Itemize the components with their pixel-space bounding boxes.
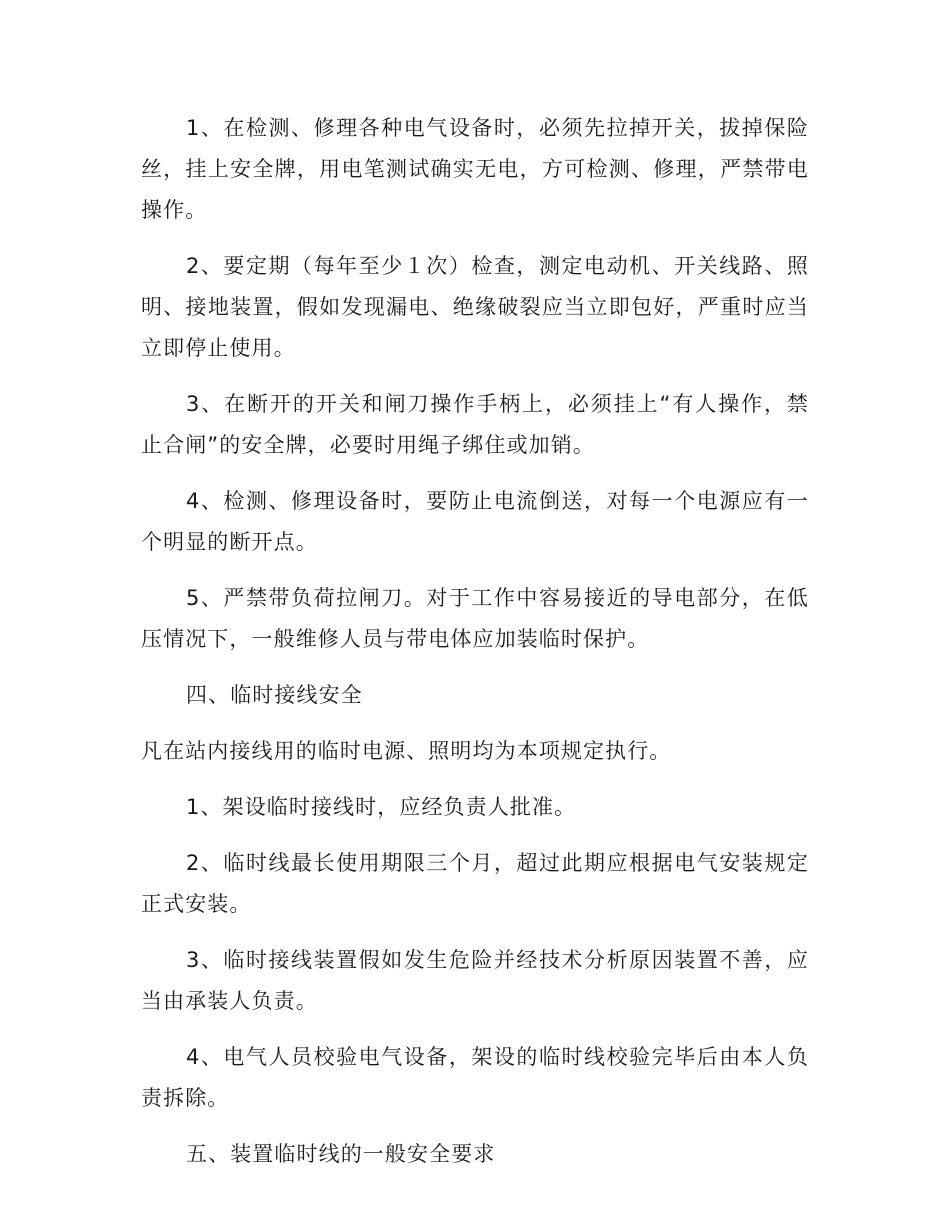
section-intro-paragraph: 凡在站内接线用的临时电源、照明均为本项规定执行。: [141, 739, 672, 763]
paragraph-item-2: 2、要定期（每年至少１次）检查，测定电动机、开关线路、照明、接地装置，假如发现漏电、绝缘破裂应当立即包好，严重时应当立即停止使用。: [141, 254, 809, 360]
document-body: [141, 108, 809, 1190]
section-heading-5: 五、装置临时线的一般安全要求: [186, 1142, 496, 1166]
paragraph-item-7: 2、临时线最长使用期限三个月，超过此期应根据电气安装规定正式安装。: [141, 851, 809, 916]
paragraph-item-8: 3、临时接线装置假如发生危险并经技术分析原因装置不善，应当由承装人负责。: [141, 948, 809, 1013]
paragraph-item-5: 5、严禁带负荷拉闸刀。对于工作中容易接近的导电部分，在低压情况下，一般维修人员与带电体应加装临时保护。: [141, 586, 809, 651]
paragraph-item-4: 4、检测、修理设备时，要防止电流倒送，对每一个电源应有一个明显的断开点。: [141, 489, 809, 554]
paragraph-item-6: 1、架设临时接线时，应经负责人批准。: [186, 795, 577, 819]
paragraph-item-3: 3、在断开的开关和闸刀操作手柄上，必须挂上“有人操作，禁止合闸”的安全牌，必要时用绳子绑住或加销。: [141, 392, 809, 457]
section-heading-4: 四、临时接线安全: [186, 683, 363, 707]
paragraph-item-9: 4、电气人员校验电气设备，架设的临时线校验完毕后由本人负责拆除。: [141, 1045, 809, 1110]
paragraph-item-1: 1、在检测、修理各种电气设备时，必须先拉掉开关，拔掉保险丝，挂上安全牌，用电笔测试确实无电，方可检测、修理，严禁带电操作。: [141, 116, 809, 222]
